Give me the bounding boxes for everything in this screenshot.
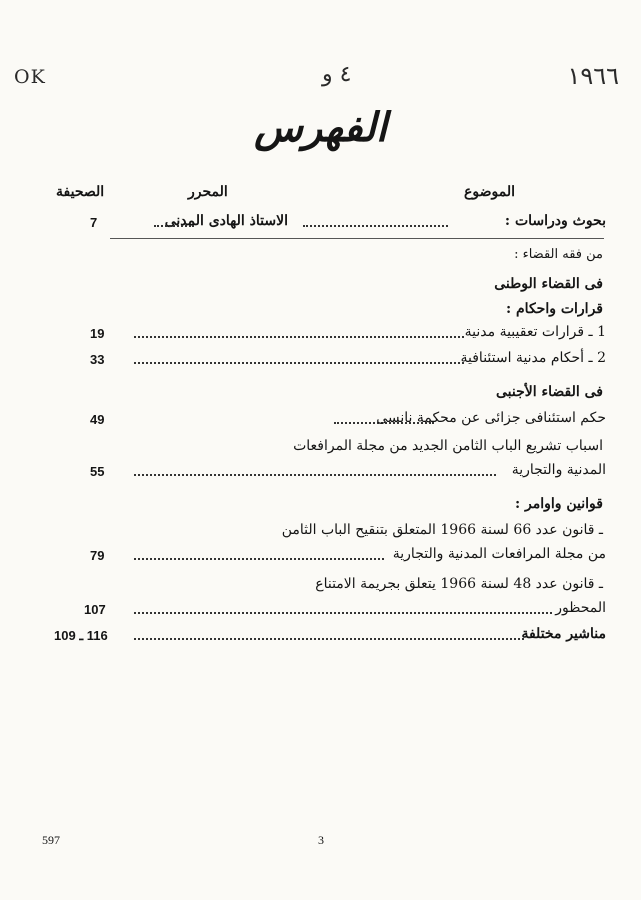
handwritten-ok: OK (14, 66, 46, 88)
toc-row (38, 546, 606, 568)
toc-row (38, 600, 606, 622)
entry-text: ـ قانون عدد 48 لسنة 1966 يتعلق بجريمة الامتناع (315, 576, 603, 592)
dot-leader (134, 612, 552, 614)
footer-page-total: 597 (42, 833, 60, 847)
entry-label: مناشير مختلفة (521, 626, 606, 642)
entry-label: بحوث ودراسات : (504, 213, 606, 229)
subsection-decisions: قرارات واحكام : (505, 301, 603, 317)
handwritten-note: ٤ و (322, 62, 352, 87)
entry-author: الاستاذ الهادى المدنى (164, 213, 288, 229)
section-foreign: فى القضاء الأجنبى (496, 384, 603, 400)
dot-leader (134, 362, 464, 364)
entry-text: 2 ـ أحكام مدنية استئنافية (460, 350, 606, 366)
page-number: 55 (90, 464, 105, 479)
page-number: 7 (90, 215, 98, 230)
dot-leader (154, 225, 194, 227)
entry-text: ـ قانون عدد 66 لسنة 1966 المتعلق بتنقيح الباب الثامن (281, 522, 603, 538)
page-number: 49 (90, 412, 105, 427)
entry-text: اسباب تشريع الباب الثامن الجديد من مجلة المرافعات (293, 438, 603, 454)
jurisprudence-intro: من فقه القضاء : (514, 247, 603, 262)
section-national: فى القضاء الوطنى (494, 276, 603, 292)
entry-text: حكم استئنافى جزائى عن محكمة نانسى (376, 410, 606, 426)
entry-text: 1 ـ قرارات تعقيبية مدنية (464, 324, 606, 340)
toc-row (38, 410, 606, 432)
page-number: 79 (90, 548, 105, 563)
page-number: 33 (90, 352, 105, 367)
dot-leader (303, 225, 448, 227)
page-range: 116 ـ 109 (54, 628, 108, 643)
header-editor: المحرر (188, 184, 228, 200)
toc-row-research (38, 213, 606, 235)
toc-row (38, 350, 606, 372)
toc-row (38, 324, 606, 346)
toc-row-misc (38, 626, 606, 648)
page-title: الفهرس (254, 104, 387, 151)
footer-page-number: 3 (318, 833, 324, 847)
handwritten-year: ١٩٦٦ (567, 62, 619, 90)
header-page: الصحيفة (56, 184, 105, 200)
section-laws: قوانين واوامر : (514, 496, 603, 512)
dot-leader (134, 638, 524, 640)
divider (110, 238, 604, 239)
header-subject: الموضوع (464, 184, 515, 200)
entry-text: من مجلة المرافعات المدنية والتجارية (392, 546, 606, 562)
entry-text: المحظور (555, 600, 606, 616)
entry-text: المدنية والتجارية (511, 462, 606, 478)
toc-row (38, 462, 606, 484)
dot-leader (134, 474, 496, 476)
page-number: 19 (90, 326, 105, 341)
page-number: 107 (84, 602, 106, 617)
dot-leader (134, 558, 384, 560)
dot-leader (134, 336, 464, 338)
